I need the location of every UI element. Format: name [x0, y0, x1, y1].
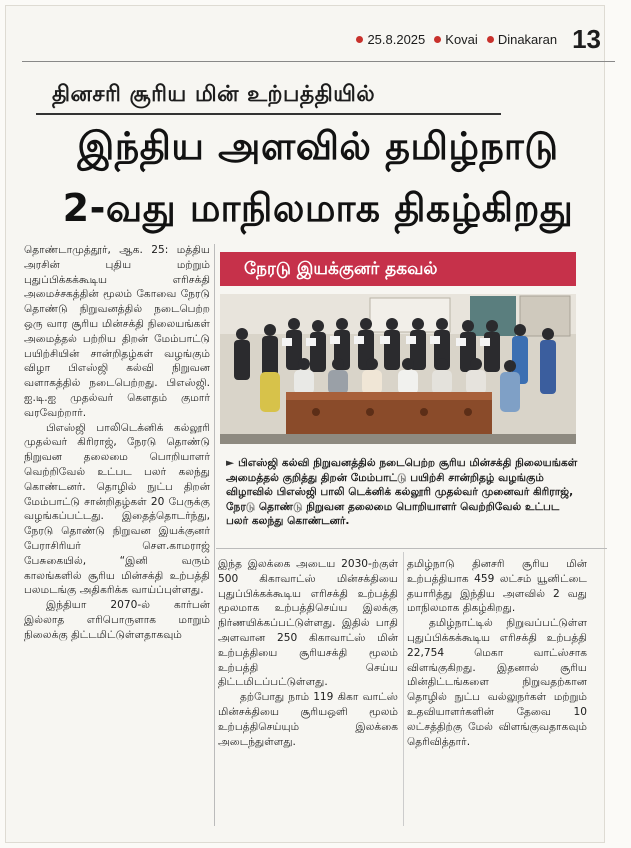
- caption-text: பிஎஸ்ஜி கல்வி நிறுவனத்தில் நடைபெற்ற சூரிய மின்சக்தி நிலையங்கள் அமைத்தல் குறித்து திறன் மேம்பாட்டு பயிற்சி சான்றிதழ் வழங்கும் விழாவில் பிஎஸ்ஜி பாலி டெக்னிக் கல்லூரி முதல்வர் முனைவர் கிரிராஜ், நேரடு தொண்டு நிறுவன தலைமை பொறியாளர் வெற்றிவேல் உட்பட பலர் கலந்து கொண்டனர்.: [226, 457, 578, 528]
- bullet-icon: [434, 36, 441, 43]
- page-header: [356, 24, 601, 55]
- kicker-divider: [36, 113, 501, 115]
- column-divider: [403, 552, 404, 826]
- bullet-icon: [487, 36, 494, 43]
- paragraph: தமிழ்நாட்டில் நிறுவப்பட்டுள்ள புதுப்பிக்கக்கூடிய எரிசக்தி உற்பத்தி 22,754 மெகா வாட்ஸ்சாக விளங்குகிறது. இதனால் சூரிய மின்திட்டங்களை நிறுவதற்கான தொழில் நுட்ப வல்லுநர்கள் மற்றும் உதவியாளர்களின் தேவை 10 லட்சத்திற்கு மேல் விளங்குவதாகவும் தெரிவித்தார்.: [407, 617, 587, 748]
- kicker: தினசரி சூரிய மின் உற்பத்தியில்: [52, 82, 376, 107]
- edition: Kovai: [445, 32, 478, 47]
- event-photo: [220, 294, 576, 444]
- paragraph: தமிழ்நாடு தினசரி சூரிய மின் உற்பத்தியாக 459 லட்சம் யூனிட்டை தயாரித்து இந்திய அளவில் 2 வது மாநிலமாக திகழ்கிறது.: [407, 558, 587, 615]
- page-number: 13: [572, 24, 601, 54]
- date-item: [356, 32, 425, 47]
- photo-caption: [226, 456, 580, 529]
- column-divider: [214, 244, 215, 826]
- paragraph: பிஎஸ்ஜி பாலிடெக்னிக் கல்லூரி முதல்வர் கிரிராஜ், நேரடு தொண்டு நிறுவன தலைமை பொறியாளர் வெற்றிவேல் உட்பட பலர் கலந்து கொண்டனர். தொழில் நுட்ப திறன் மேம்பாட்டு சான்றிதழ்கள் 20 பேருக்கு வழங்கப்பட்டது. இதைத்தொடர்ந்து, நேரடு தொண்டு நிறுவன இயக்குனர் பேராசிரியர் செள.காமராஜ் பேசுகையில், “இனி வரும் காலங்களில் சூரிய மின்சக்தி உற்பத்தி பலமடங்கு அதிகரிக்க வாய்ப்புள்ளது.: [24, 421, 210, 597]
- headline-line-1: இந்திய அளவில் தமிழ்நாடு: [77, 124, 559, 168]
- paper-item: [487, 32, 557, 47]
- article-column-middle: [218, 557, 398, 749]
- paragraph: இந்தியா 2070-ல் கார்பன் இல்லாத எரிபொருளாக மாறும் நிலைக்கு திட்டமிட்டுள்ளதாகவும்: [24, 599, 210, 641]
- date: 25.8.2025: [367, 32, 426, 47]
- article-column-left: [24, 243, 210, 643]
- header-divider: [22, 61, 615, 62]
- paragraph: இந்த இலக்கை அடைய 2030-ற்குள் 500 கிகாவாட்ஸ் மின்சக்தியை புதுப்பிக்கக்கூடிய எரிசக்தி உற்பத்தி மூலமாக உற்பத்திசெய்ய இலக்கு நிர்ணயிக்கப்பட்டுள்ளது. இதில் பாதி அளவான 250 கிகாவாட்ஸ் மின் உற்பத்தியை சூரியசக்தி மூலம் உற்பத்தி செய்ய திட்டமிடப்பட்டுள்ளது.: [218, 558, 398, 689]
- paragraph: தொண்டாமுத்தூர், ஆக. 25: மத்திய அரசின் புதிய மற்றும் புதுப்பிக்கக்கூடிய எரிசக்தி அமைச்சகத்தின் மூலம் கோவை நேரடு தொண்டு நிறுவனத்தில் நடைபெற்ற ஒரு வார சூரிய மின்சக்தி நிலையங்கள் அமைத்தல் பற்றிய திறன் மேம்பாட்டு பயிற்சியின் சான்றிதழ்கள் வழங்கும் விழா பிஎஸ்ஜி கல்வி நிறுவன வளாகத்தில் நடைபெற்றது. பிஎஸ்ஜி. ஐ.டி.ஐ முதல்வர் கௌதம் குமார் வரவேற்றார்.: [24, 244, 210, 419]
- section-banner: நேரடு இயக்குனர் தகவல்: [220, 252, 576, 286]
- edition-item: [434, 32, 478, 47]
- section-divider: [216, 548, 607, 549]
- group-photo-illustration: [220, 294, 576, 444]
- bullet-icon: [356, 36, 363, 43]
- headline-line-2: 2-வது மாநிலமாக திகழ்கிறது: [62, 186, 574, 230]
- article-column-right: [407, 557, 587, 749]
- paper-name: Dinakaran: [497, 32, 558, 47]
- paragraph: தற்போது நாம் 119 கிகா வாட்ஸ் மின்சக்தியை சூரியஒளி மூலம் உற்பத்திசெய்யும் இலக்கை அடைந்துள்ளது.: [218, 691, 398, 748]
- caption-marker-icon: ►: [226, 457, 235, 469]
